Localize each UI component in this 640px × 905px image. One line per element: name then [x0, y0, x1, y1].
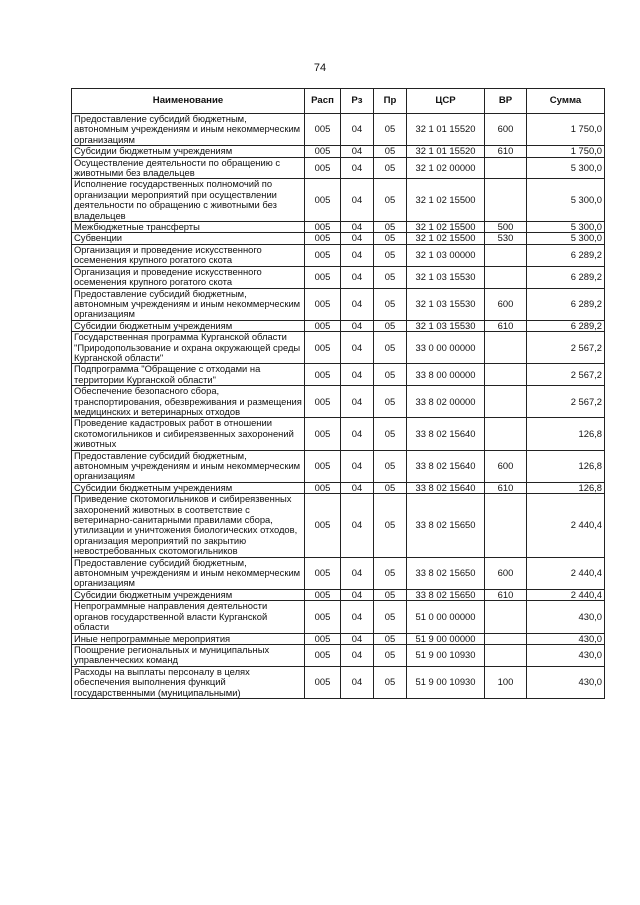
- cell-pr: 05: [374, 450, 407, 482]
- cell-name: Субсидии бюджетным учреждениям: [72, 320, 305, 331]
- cell-pr: 05: [374, 633, 407, 644]
- cell-pr: 05: [374, 482, 407, 493]
- cell-rz: 04: [341, 179, 374, 222]
- cell-pr: 05: [374, 666, 407, 698]
- cell-csr: 32 1 01 15520: [407, 114, 485, 146]
- cell-vr: [485, 386, 527, 418]
- cell-rasp: 005: [305, 644, 341, 666]
- cell-csr: 32 1 02 15500: [407, 233, 485, 244]
- cell-sum: 6 289,2: [527, 244, 605, 266]
- cell-pr: 05: [374, 644, 407, 666]
- cell-name: Приведение скотомогильников и сибиреязвенных захоронений животных в соответствие с ветеринарно-санитарными правилами сбора, утилизации и уничтожения биологических отходов, организация мероприятий по закрытию невостребованных скотомогильников: [72, 494, 305, 557]
- cell-pr: 05: [374, 557, 407, 589]
- cell-vr: [485, 179, 527, 222]
- cell-csr: 32 1 03 15530: [407, 266, 485, 288]
- page-number: 74: [313, 62, 327, 74]
- cell-csr: 33 8 02 15640: [407, 418, 485, 450]
- cell-pr: 05: [374, 222, 407, 233]
- cell-rz: 04: [341, 244, 374, 266]
- cell-rz: 04: [341, 233, 374, 244]
- table-row: [72, 157, 605, 179]
- cell-sum: 2 440,4: [527, 557, 605, 589]
- cell-rz: 04: [341, 482, 374, 493]
- cell-csr: 32 1 02 15500: [407, 222, 485, 233]
- cell-name: Осуществление деятельности по обращению с животными без владельцев: [72, 157, 305, 179]
- cell-rz: 04: [341, 666, 374, 698]
- cell-rasp: 005: [305, 364, 341, 386]
- cell-sum: 6 289,2: [527, 320, 605, 331]
- cell-rz: 04: [341, 364, 374, 386]
- cell-rz: 04: [341, 332, 374, 364]
- cell-csr: 33 8 02 15650: [407, 494, 485, 557]
- cell-csr: 32 1 02 00000: [407, 157, 485, 179]
- cell-rasp: 005: [305, 494, 341, 557]
- cell-sum: 1 750,0: [527, 114, 605, 146]
- table-body: [72, 114, 605, 699]
- header-pr: Пр: [374, 89, 407, 114]
- cell-pr: 05: [374, 233, 407, 244]
- cell-pr: 05: [374, 494, 407, 557]
- cell-vr: 600: [485, 557, 527, 589]
- cell-sum: 126,8: [527, 482, 605, 493]
- cell-rasp: 005: [305, 233, 341, 244]
- cell-name: Субсидии бюджетным учреждениям: [72, 589, 305, 600]
- table-row: [72, 644, 605, 666]
- cell-vr: [485, 418, 527, 450]
- table-row: [72, 320, 605, 331]
- cell-rz: 04: [341, 320, 374, 331]
- cell-rz: 04: [341, 601, 374, 633]
- cell-rz: 04: [341, 146, 374, 157]
- header-csr: ЦСР: [407, 89, 485, 114]
- cell-pr: 05: [374, 266, 407, 288]
- cell-name: Организация и проведение искусственного осеменения крупного рогатого скота: [72, 244, 305, 266]
- cell-rasp: 005: [305, 179, 341, 222]
- cell-rz: 04: [341, 157, 374, 179]
- cell-rz: 04: [341, 418, 374, 450]
- cell-csr: 33 8 02 15640: [407, 482, 485, 493]
- cell-rasp: 005: [305, 633, 341, 644]
- cell-csr: 32 1 03 00000: [407, 244, 485, 266]
- cell-vr: 600: [485, 450, 527, 482]
- cell-pr: 05: [374, 364, 407, 386]
- cell-sum: 430,0: [527, 633, 605, 644]
- cell-sum: 430,0: [527, 601, 605, 633]
- budget-table: [71, 88, 605, 699]
- table-row: [72, 557, 605, 589]
- cell-vr: 610: [485, 320, 527, 331]
- cell-sum: 430,0: [527, 666, 605, 698]
- table-row: [72, 233, 605, 244]
- cell-vr: [485, 601, 527, 633]
- cell-name: Субсидии бюджетным учреждениям: [72, 146, 305, 157]
- table-row: [72, 266, 605, 288]
- cell-csr: 51 9 00 10930: [407, 666, 485, 698]
- table-row: [72, 288, 605, 320]
- table-row: [72, 589, 605, 600]
- cell-vr: 100: [485, 666, 527, 698]
- cell-rz: 04: [341, 557, 374, 589]
- table-row: [72, 146, 605, 157]
- cell-name: Предоставление субсидий бюджетным, автономным учреждениям и иным некоммерческим организациям: [72, 288, 305, 320]
- table-row: [72, 666, 605, 698]
- cell-sum: 5 300,0: [527, 222, 605, 233]
- cell-csr: 32 1 03 15530: [407, 288, 485, 320]
- table-row: [72, 244, 605, 266]
- cell-vr: [485, 644, 527, 666]
- cell-sum: 126,8: [527, 418, 605, 450]
- cell-rasp: 005: [305, 114, 341, 146]
- cell-name: Иные непрограммные мероприятия: [72, 633, 305, 644]
- cell-sum: 2 440,4: [527, 589, 605, 600]
- cell-rasp: 005: [305, 666, 341, 698]
- cell-pr: 05: [374, 418, 407, 450]
- table-row: [72, 386, 605, 418]
- table-row: [72, 364, 605, 386]
- table-row: [72, 418, 605, 450]
- cell-rz: 04: [341, 386, 374, 418]
- cell-sum: 5 300,0: [527, 179, 605, 222]
- cell-sum: 126,8: [527, 450, 605, 482]
- cell-vr: [485, 266, 527, 288]
- cell-vr: 500: [485, 222, 527, 233]
- cell-rasp: 005: [305, 589, 341, 600]
- cell-sum: 2 440,4: [527, 494, 605, 557]
- cell-rasp: 005: [305, 557, 341, 589]
- cell-vr: [485, 364, 527, 386]
- cell-rasp: 005: [305, 386, 341, 418]
- header-name: Наименование: [72, 89, 305, 114]
- cell-csr: 33 0 00 00000: [407, 332, 485, 364]
- table-row: [72, 601, 605, 633]
- cell-sum: 1 750,0: [527, 146, 605, 157]
- cell-name: Государственная программа Курганской области "Природопользование и охрана окружающей среды Курганской области": [72, 332, 305, 364]
- cell-rasp: 005: [305, 157, 341, 179]
- cell-csr: 33 8 02 15650: [407, 589, 485, 600]
- cell-pr: 05: [374, 332, 407, 364]
- cell-rz: 04: [341, 450, 374, 482]
- cell-name: Непрограммные направления деятельности органов государственной власти Курганской области: [72, 601, 305, 633]
- cell-pr: 05: [374, 320, 407, 331]
- cell-vr: 530: [485, 233, 527, 244]
- cell-pr: 05: [374, 114, 407, 146]
- cell-name: Субсидии бюджетным учреждениям: [72, 482, 305, 493]
- cell-rasp: 005: [305, 244, 341, 266]
- cell-rz: 04: [341, 114, 374, 146]
- cell-pr: 05: [374, 146, 407, 157]
- cell-csr: 33 8 02 15650: [407, 557, 485, 589]
- cell-sum: 5 300,0: [527, 157, 605, 179]
- cell-pr: 05: [374, 244, 407, 266]
- cell-sum: 2 567,2: [527, 364, 605, 386]
- cell-rasp: 005: [305, 288, 341, 320]
- cell-name: Предоставление субсидий бюджетным, автономным учреждениям и иным некоммерческим организациям: [72, 450, 305, 482]
- table-row: [72, 482, 605, 493]
- cell-csr: 32 1 03 15530: [407, 320, 485, 331]
- cell-rasp: 005: [305, 146, 341, 157]
- cell-rasp: 005: [305, 450, 341, 482]
- cell-rz: 04: [341, 266, 374, 288]
- table-row: [72, 494, 605, 557]
- cell-name: Предоставление субсидий бюджетным, автономным учреждениям и иным некоммерческим организациям: [72, 557, 305, 589]
- cell-rasp: 005: [305, 601, 341, 633]
- cell-sum: 5 300,0: [527, 233, 605, 244]
- cell-rasp: 005: [305, 222, 341, 233]
- table-row: [72, 633, 605, 644]
- cell-csr: 32 1 01 15520: [407, 146, 485, 157]
- header-vr: ВР: [485, 89, 527, 114]
- cell-pr: 05: [374, 179, 407, 222]
- header-sum: Сумма: [527, 89, 605, 114]
- cell-vr: 610: [485, 482, 527, 493]
- cell-rz: 04: [341, 494, 374, 557]
- cell-pr: 05: [374, 589, 407, 600]
- cell-vr: [485, 494, 527, 557]
- cell-name: Исполнение государственных полномочий по организации мероприятий при осуществлении деятельности по обращению с животными без владельцев: [72, 179, 305, 222]
- cell-rasp: 005: [305, 418, 341, 450]
- cell-sum: 2 567,2: [527, 386, 605, 418]
- cell-sum: 6 289,2: [527, 266, 605, 288]
- cell-pr: 05: [374, 386, 407, 418]
- cell-name: Предоставление субсидий бюджетным, автономным учреждениям и иным некоммерческим организациям: [72, 114, 305, 146]
- table-row: [72, 450, 605, 482]
- header-rz: Рз: [341, 89, 374, 114]
- cell-csr: 33 8 02 00000: [407, 386, 485, 418]
- cell-vr: 610: [485, 589, 527, 600]
- cell-vr: [485, 633, 527, 644]
- cell-vr: [485, 332, 527, 364]
- cell-name: Организация и проведение искусственного осеменения крупного рогатого скота: [72, 266, 305, 288]
- table-header-row: [72, 89, 605, 114]
- cell-vr: 610: [485, 146, 527, 157]
- cell-vr: [485, 244, 527, 266]
- cell-pr: 05: [374, 288, 407, 320]
- cell-csr: 51 9 00 00000: [407, 633, 485, 644]
- cell-rz: 04: [341, 288, 374, 320]
- cell-sum: 430,0: [527, 644, 605, 666]
- cell-rz: 04: [341, 633, 374, 644]
- table-row: [72, 222, 605, 233]
- cell-name: Субвенции: [72, 233, 305, 244]
- cell-csr: 51 0 00 00000: [407, 601, 485, 633]
- cell-sum: 6 289,2: [527, 288, 605, 320]
- cell-rasp: 005: [305, 320, 341, 331]
- cell-sum: 2 567,2: [527, 332, 605, 364]
- cell-csr: 51 9 00 10930: [407, 644, 485, 666]
- cell-name: Подпрограмма "Обращение с отходами на территории Курганской области": [72, 364, 305, 386]
- table-row: [72, 179, 605, 222]
- cell-csr: 32 1 02 15500: [407, 179, 485, 222]
- cell-rz: 04: [341, 222, 374, 233]
- cell-name: Межбюджетные трансферты: [72, 222, 305, 233]
- cell-rasp: 005: [305, 482, 341, 493]
- cell-name: Расходы на выплаты персоналу в целях обеспечения выполнения функций государственными (муниципальными): [72, 666, 305, 698]
- cell-rz: 04: [341, 589, 374, 600]
- cell-name: Поощрение региональных и муниципальных управленческих команд: [72, 644, 305, 666]
- cell-name: Проведение кадастровых работ в отношении скотомогильников и сибиреязвенных захоронений животных: [72, 418, 305, 450]
- cell-rz: 04: [341, 644, 374, 666]
- cell-vr: 600: [485, 114, 527, 146]
- cell-csr: 33 8 00 00000: [407, 364, 485, 386]
- cell-pr: 05: [374, 157, 407, 179]
- header-rasp: Расп: [305, 89, 341, 114]
- cell-rasp: 005: [305, 332, 341, 364]
- cell-vr: [485, 157, 527, 179]
- cell-name: Обеспечение безопасного сбора, транспортирования, обезвреживания и размещения медицинских и ветеринарных отходов: [72, 386, 305, 418]
- cell-vr: 600: [485, 288, 527, 320]
- cell-pr: 05: [374, 601, 407, 633]
- cell-csr: 33 8 02 15640: [407, 450, 485, 482]
- table-row: [72, 332, 605, 364]
- cell-rasp: 005: [305, 266, 341, 288]
- table-row: [72, 114, 605, 146]
